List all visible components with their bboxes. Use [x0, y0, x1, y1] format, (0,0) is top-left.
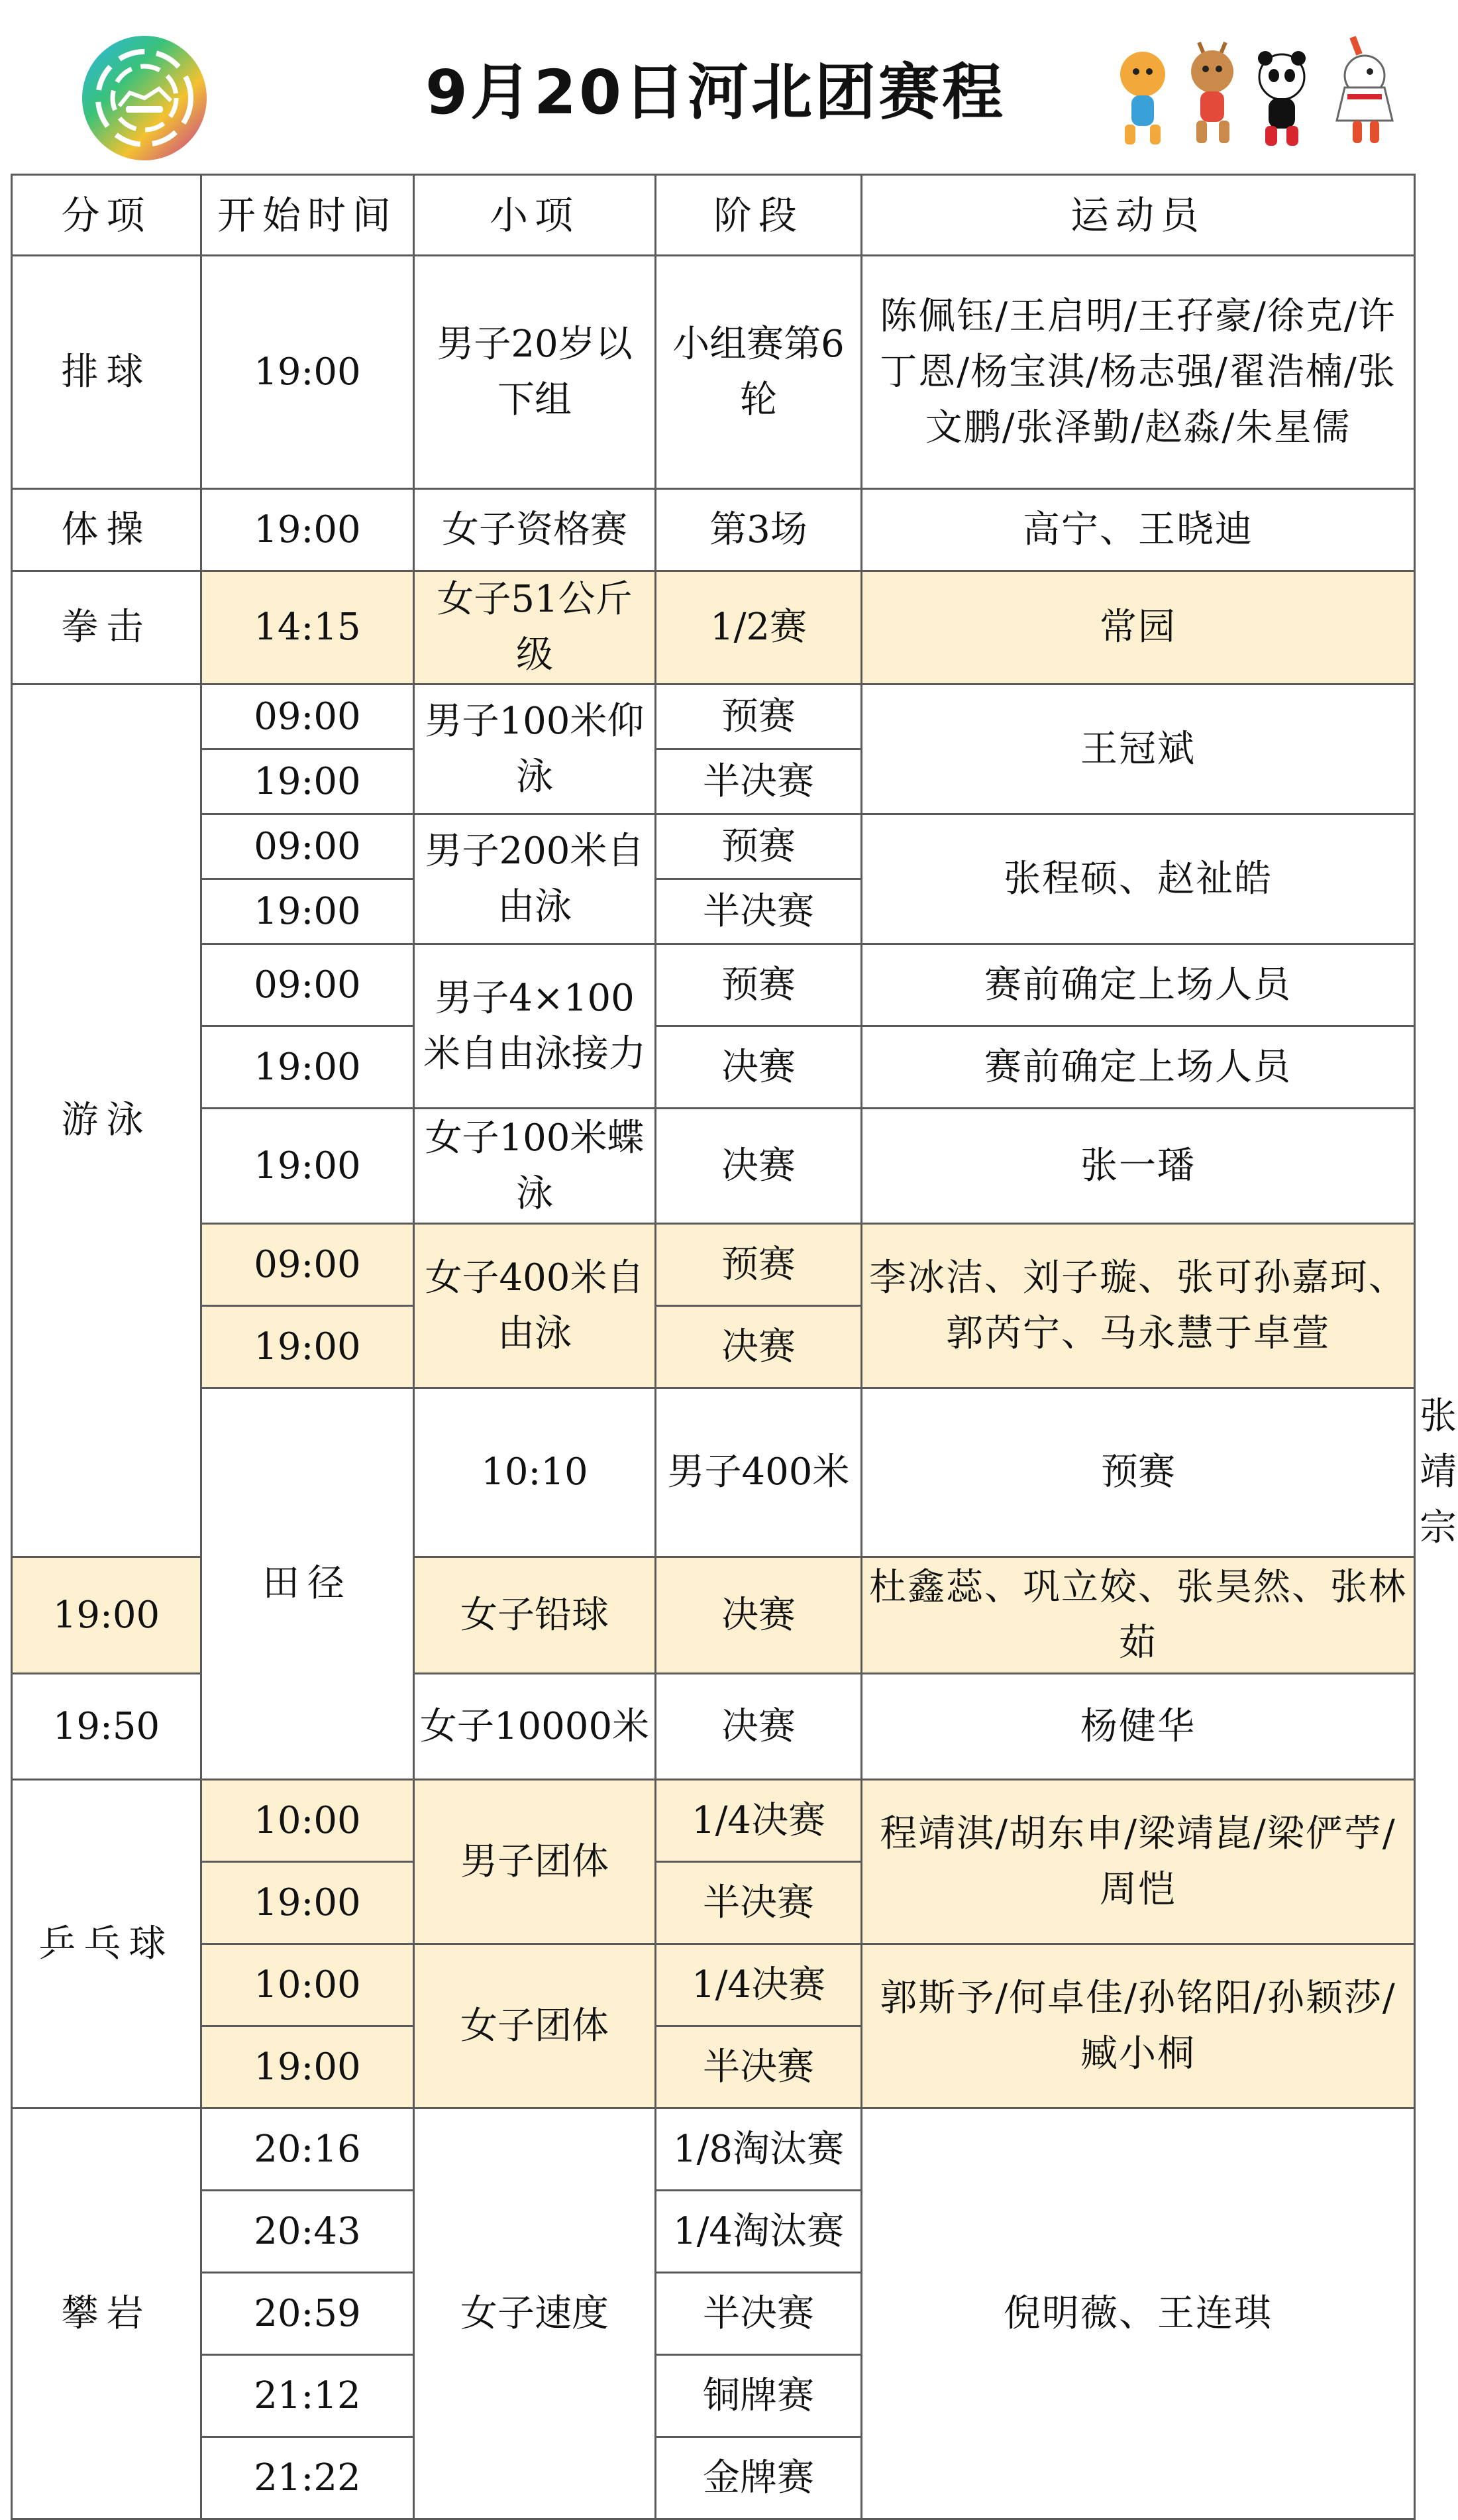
athletes-cell: 赛前确定上场人员 — [862, 1026, 1415, 1109]
time-cell: 10:00 — [201, 1944, 414, 2026]
col-header-athletes: 运动员 — [862, 175, 1415, 256]
time-cell: 10:10 — [414, 1388, 656, 1557]
sport-cell: 田径 — [201, 1388, 414, 1780]
stage-cell: 决赛 — [656, 1674, 862, 1780]
sport-cell: 乒乓球 — [12, 1780, 201, 2109]
event-cell: 女子51公斤级 — [414, 571, 656, 685]
athletes-cell: 常园 — [862, 571, 1415, 685]
time-cell: 20:16 — [201, 2109, 414, 2191]
sport-cell: 攀岩 — [12, 2109, 201, 2519]
time-cell: 19:00 — [201, 1306, 414, 1388]
event-cell: 男子100米仰泳 — [414, 685, 656, 814]
schedule-table — [11, 174, 1458, 2520]
header — [0, 0, 1424, 174]
time-cell: 09:00 — [201, 685, 414, 749]
event-cell: 女子团体 — [414, 1944, 656, 2109]
table-row: 田径 10:10 男子400米 预赛 张靖宗 — [12, 1388, 1415, 1557]
time-cell: 19:00 — [201, 749, 414, 814]
time-cell: 19:00 — [201, 1862, 414, 1944]
event-cell: 女子100米蝶泳 — [414, 1109, 656, 1224]
time-cell: 19:00 — [201, 879, 414, 944]
panda-mascot-icon — [1258, 51, 1306, 146]
sport-cell: 排球 — [12, 256, 201, 489]
athletes-cell: 张一璠 — [862, 1109, 1415, 1224]
athletes-cell: 陈佩钰/王启明/王孖豪/徐克/许丁恩/杨宝淇/杨志强/翟浩楠/张文鹏/张泽勤/赵淼/朱星儒 — [862, 256, 1415, 489]
athletes-cell: 张程硕、赵祉皓 — [862, 814, 1415, 944]
stage-cell: 决赛 — [656, 1557, 862, 1674]
stage-cell: 铜牌赛 — [656, 2355, 862, 2437]
time-cell: 19:00 — [201, 489, 414, 571]
athletes-cell: 倪明薇、王连琪 — [862, 2109, 1415, 2519]
event-cell: 女子10000米 — [414, 1674, 656, 1780]
stage-cell: 1/8淘汰赛 — [656, 2109, 862, 2191]
event-cell: 女子资格赛 — [414, 489, 656, 571]
event-cell: 女子速度 — [414, 2109, 656, 2519]
stage-cell: 决赛 — [656, 1306, 862, 1388]
table-row — [12, 571, 1415, 685]
sport-cell: 游泳 — [12, 685, 201, 1557]
time-cell: 10:00 — [201, 1780, 414, 1862]
table-row — [12, 489, 1415, 571]
time-cell: 20:43 — [201, 2191, 414, 2273]
athletes-cell: 赛前确定上场人员 — [862, 944, 1415, 1026]
games-emblem-icon — [78, 32, 211, 164]
stage-cell: 1/4淘汰赛 — [656, 2191, 862, 2273]
table-row — [12, 1780, 1415, 1862]
table-row — [12, 1944, 1415, 2026]
time-cell: 09:00 — [201, 814, 414, 879]
stage-cell: 决赛 — [656, 1109, 862, 1224]
table-row — [12, 2109, 1415, 2191]
event-cell: 男子团体 — [414, 1780, 656, 1944]
time-cell: 19:50 — [12, 1674, 201, 1780]
stage-cell: 1/2赛 — [656, 571, 862, 685]
table-row — [12, 814, 1415, 879]
time-cell: 09:00 — [201, 1224, 414, 1306]
table-row — [12, 1224, 1415, 1306]
athletes-cell: 高宁、王晓迪 — [862, 489, 1415, 571]
stage-cell: 第3场 — [656, 489, 862, 571]
sport-cell: 体操 — [12, 489, 201, 571]
table-row — [12, 256, 1415, 489]
stage-cell: 1/4决赛 — [656, 1780, 862, 1862]
time-cell: 19:00 — [12, 1557, 201, 1674]
time-cell: 19:00 — [201, 1026, 414, 1109]
time-cell: 09:00 — [201, 944, 414, 1026]
crane-mascot-icon — [1337, 37, 1392, 143]
col-header-event: 小项 — [414, 175, 656, 256]
athletes-cell: 郭斯予/何卓佳/孙铭阳/孙颖莎/臧小桐 — [862, 1944, 1415, 2109]
tiger-mascot-icon — [1120, 52, 1165, 144]
table-row — [12, 1026, 1415, 1109]
time-cell: 21:12 — [201, 2355, 414, 2437]
deer-mascot-icon — [1191, 42, 1233, 143]
col-header-start-time: 开始时间 — [201, 175, 414, 256]
event-cell: 女子400米自由泳 — [414, 1224, 656, 1388]
stage-cell: 预赛 — [656, 944, 862, 1026]
time-cell: 19:00 — [201, 256, 414, 489]
event-cell: 男子4×100米自由泳接力 — [414, 944, 656, 1109]
event-cell: 女子铅球 — [414, 1557, 656, 1674]
stage-cell: 1/4决赛 — [656, 1944, 862, 2026]
event-cell: 男子20岁以下组 — [414, 256, 656, 489]
col-header-stage: 阶段 — [656, 175, 862, 256]
stage-cell: 半决赛 — [656, 749, 862, 814]
stage-cell: 金牌赛 — [656, 2437, 862, 2519]
time-cell: 14:15 — [201, 571, 414, 685]
table-row — [12, 944, 1415, 1026]
table-header-row — [12, 175, 1415, 256]
table-row — [12, 1109, 1415, 1224]
col-header-sport: 分项 — [12, 175, 201, 256]
athletes-cell: 程靖淇/胡东申/梁靖崑/梁俨苧/周恺 — [862, 1780, 1415, 1944]
athletes-cell: 王冠斌 — [862, 685, 1415, 814]
sport-cell: 拳击 — [12, 571, 201, 685]
mascots-group — [1106, 28, 1411, 160]
time-cell: 19:00 — [201, 2026, 414, 2109]
stage-cell: 预赛 — [656, 814, 862, 879]
athletes-cell: 杨健华 — [862, 1674, 1415, 1780]
time-cell: 19:00 — [201, 1109, 414, 1224]
stage-cell: 预赛 — [862, 1388, 1415, 1557]
event-cell: 男子200米自由泳 — [414, 814, 656, 944]
stage-cell: 半决赛 — [656, 1862, 862, 1944]
page-title: 9月20日河北团赛程 — [425, 57, 1006, 128]
table-row — [12, 685, 1415, 749]
athletes-cell: 杜鑫蕊、巩立姣、张昊然、张林茹 — [862, 1557, 1415, 1674]
stage-cell: 预赛 — [656, 685, 862, 749]
stage-cell: 决赛 — [656, 1026, 862, 1109]
time-cell: 20:59 — [201, 2273, 414, 2355]
stage-cell: 预赛 — [656, 1224, 862, 1306]
time-cell: 21:22 — [201, 2437, 414, 2519]
athletes-cell: 李冰洁、刘子璇、张可孙嘉珂、郭芮宁、马永慧于卓萱 — [862, 1224, 1415, 1388]
stage-cell: 小组赛第6轮 — [656, 256, 862, 489]
stage-cell: 半决赛 — [656, 2026, 862, 2109]
event-cell: 男子400米 — [656, 1388, 862, 1557]
stage-cell: 半决赛 — [656, 2273, 862, 2355]
stage-cell: 半决赛 — [656, 879, 862, 944]
